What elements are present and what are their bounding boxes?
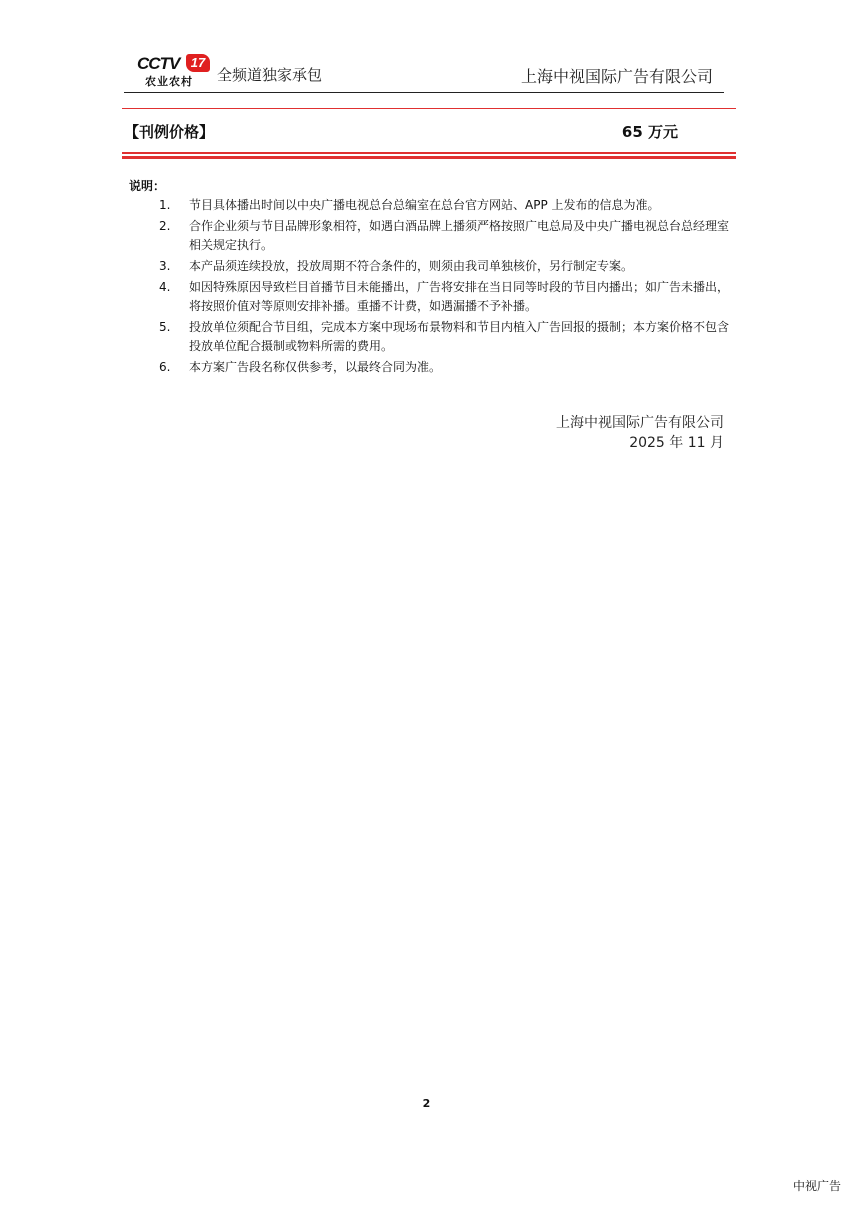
notes-title: 说明： — [129, 179, 166, 193]
note-text: 节目具体播出时间以中央广播电视总台总编室在总台官方网站、APP 上发布的信息为准。 — [189, 198, 660, 212]
note-number: 6. — [159, 360, 171, 374]
page-number: 2 — [422, 1097, 431, 1110]
list-item — [159, 196, 729, 215]
price-bottom-rule — [122, 152, 736, 154]
signature-date: 2025 年 11 月 — [629, 435, 724, 451]
list-item — [159, 217, 729, 255]
logo-channel-name: 农业农村 — [145, 75, 193, 88]
note-text: 投放单位须配合节目组，完成本方案中现场布景物料和节目内植入广告回报的摄制；本方案价格不包含投放单位配合摄制或物料所需的费用。 — [189, 320, 730, 353]
logo-channel-badge: 17 — [186, 54, 210, 72]
header-company: 上海中视国际广告有限公司 — [520, 67, 713, 86]
price-value: 65 万元 — [621, 123, 678, 141]
price-top-rule — [122, 108, 736, 109]
footer-brand: 中视广告 — [792, 1179, 841, 1193]
note-number: 2. — [159, 219, 171, 233]
note-text: 本产品须连续投放，投放周期不符合条件的，则须由我司单独核价，另行制定专案。 — [189, 259, 634, 273]
note-text: 合作企业须与节目品牌形象相符，如遇白酒品牌上播须严格按照广电总局及中央广播电视总台总经理室相关规定执行。 — [189, 219, 730, 252]
note-number: 5. — [159, 320, 171, 334]
list-item — [159, 278, 729, 316]
notes-list — [159, 196, 729, 379]
header-tagline: 全频道独家承包 — [217, 66, 323, 84]
note-number: 1. — [159, 198, 171, 212]
note-number: 3. — [159, 259, 171, 273]
cctv17-logo — [137, 54, 211, 88]
price-label: 【刊例价格】 — [124, 123, 215, 141]
list-item — [159, 318, 729, 356]
price-bottom-rule-thick — [122, 156, 736, 159]
list-item — [159, 358, 729, 377]
header-divider — [124, 92, 724, 93]
note-text: 本方案广告段名称仅供参考，以最终合同为准。 — [189, 360, 442, 374]
note-text: 如因特殊原因导致栏目首播节目未能播出，广告将安排在当日同等时段的节目内播出；如广告未播出，将按照价值对等原则安排补播。重播不计费，如遇漏播不予补播。 — [189, 280, 730, 313]
signature-company: 上海中视国际广告有限公司 — [556, 415, 724, 431]
note-number: 4. — [159, 280, 171, 294]
list-item — [159, 257, 729, 276]
logo-cctv-text: CCTV — [137, 54, 180, 73]
